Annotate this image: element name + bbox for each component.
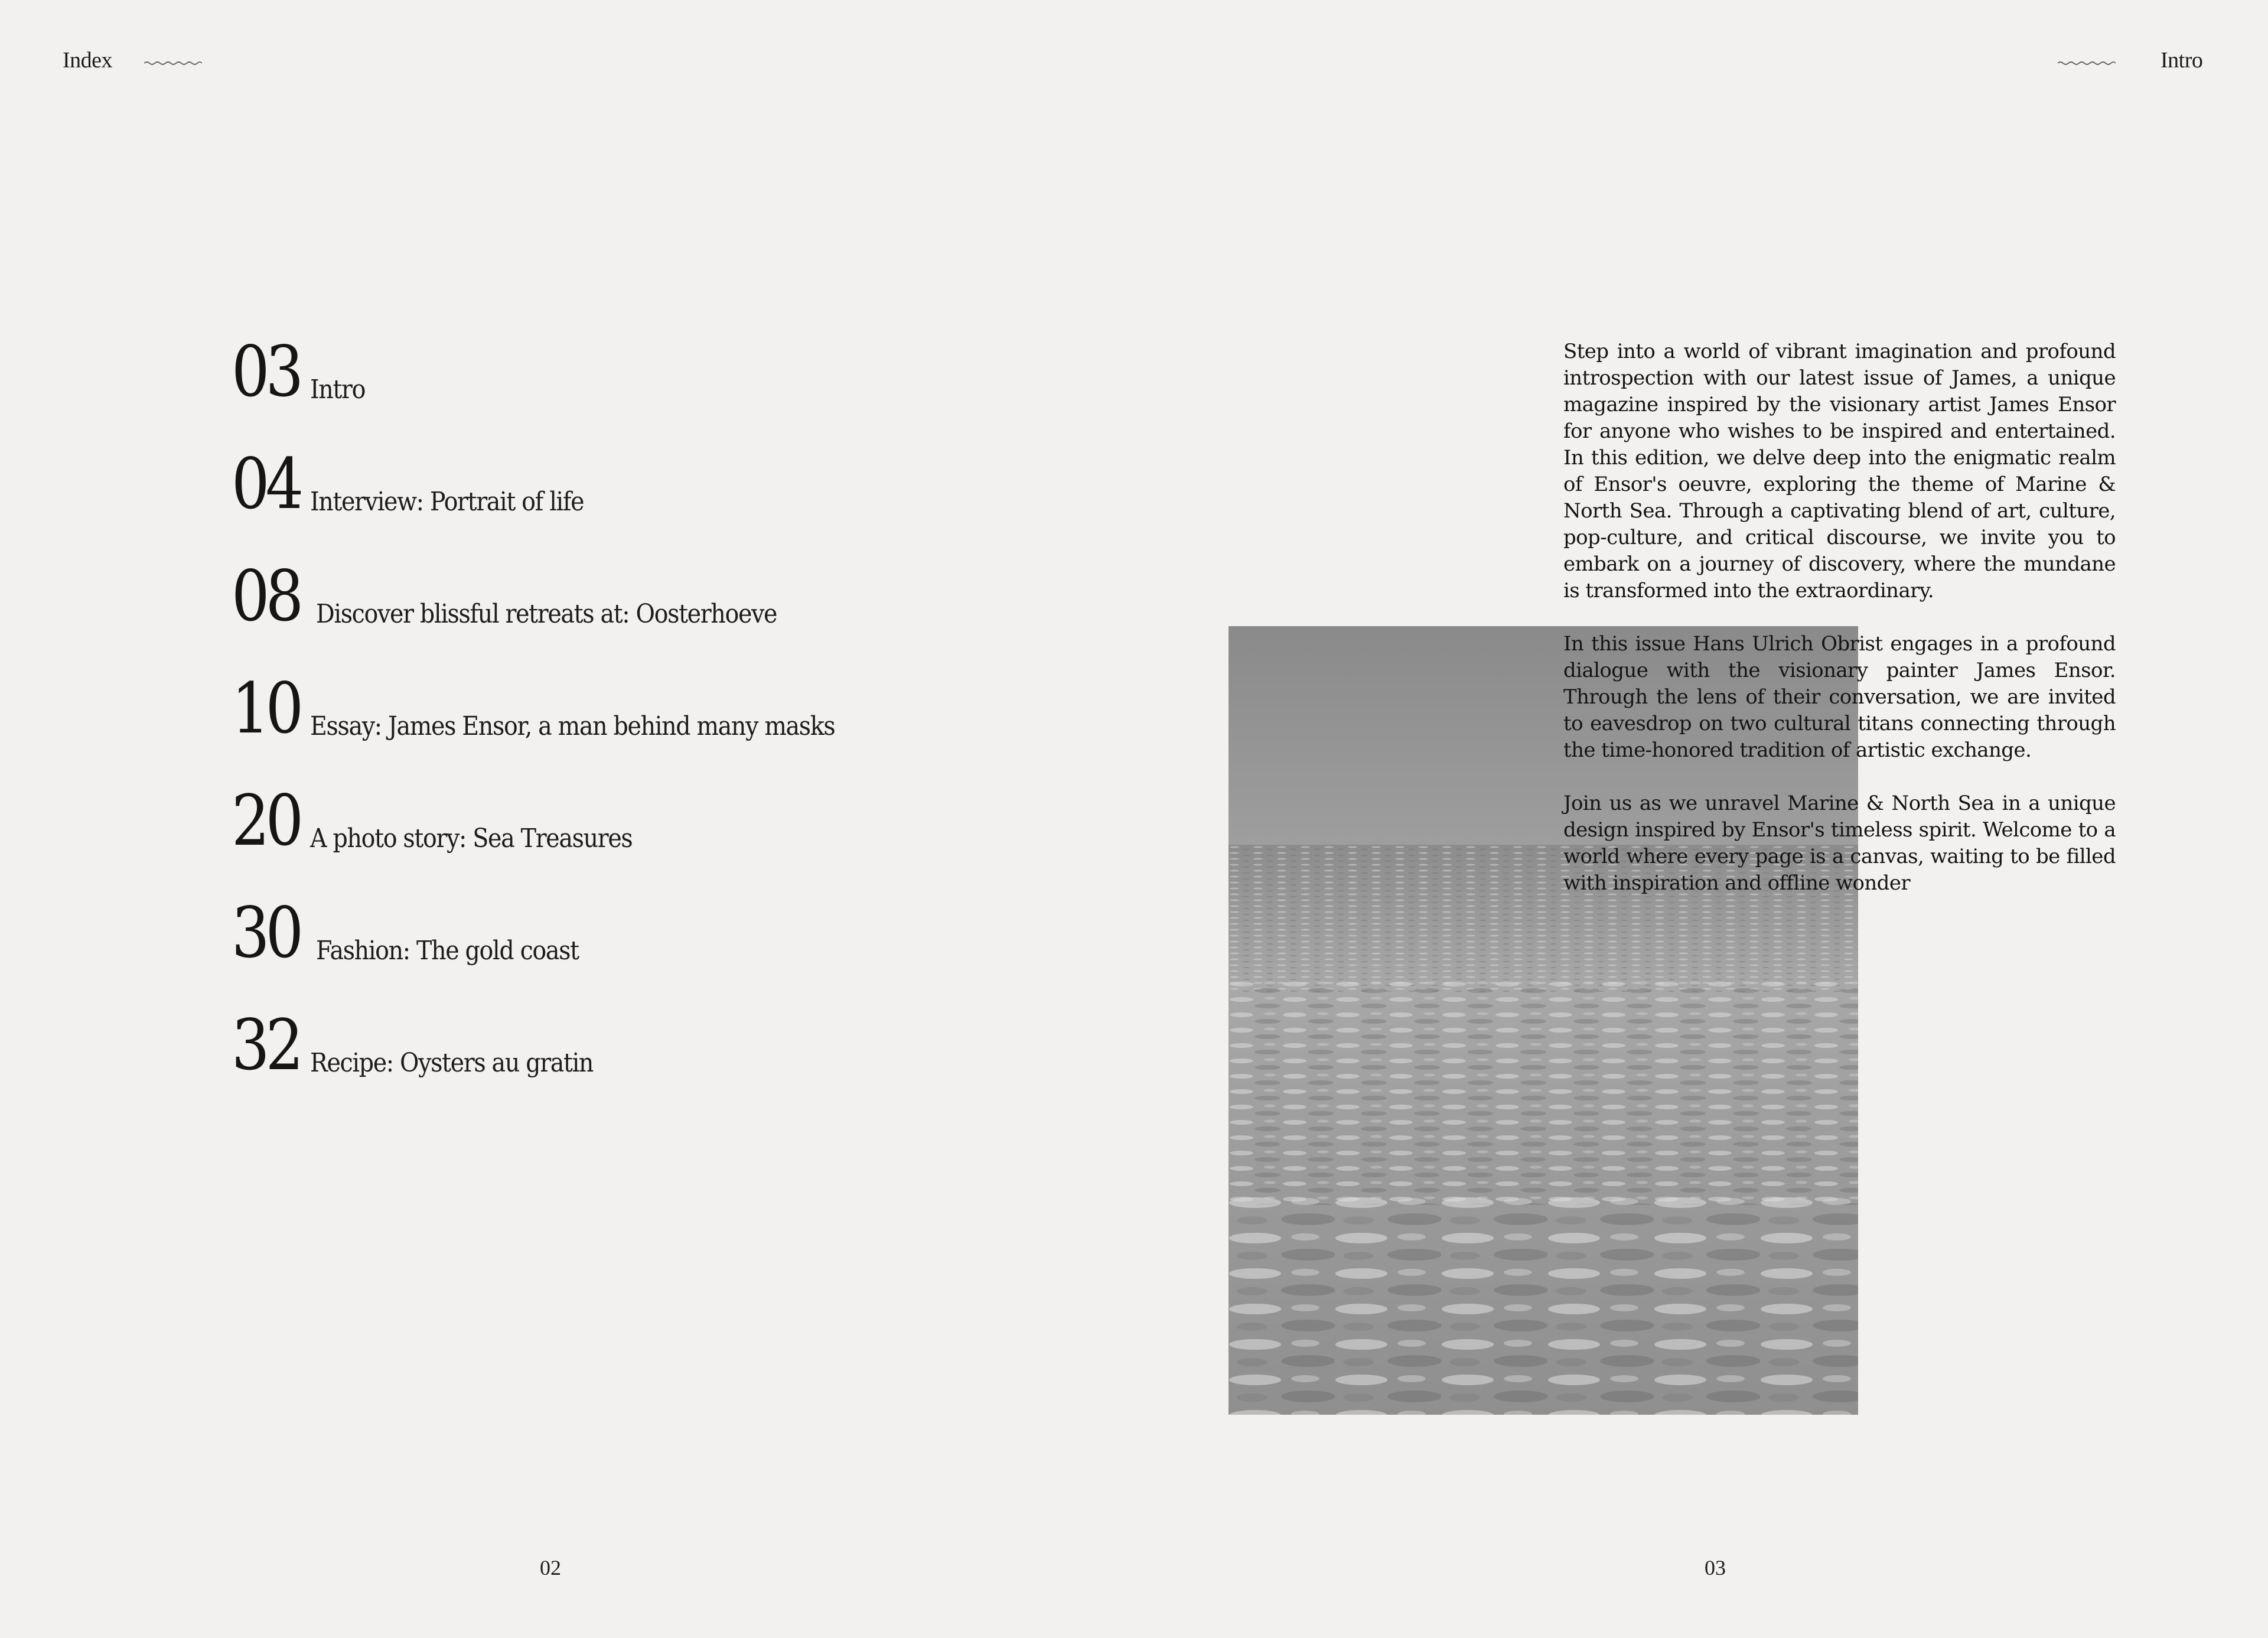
intro-paragraph: In this issue Hans Ulrich Obrist engages in a profound dialogue with the visionary painter James Ensor. Through the lens of their conversation, we are invited to eavesdrop on two cultural titans connecting through the time-honored tradition of artistic exchange. [1563,632,2116,762]
toc-title: Fashion: The gold coast [316,936,579,966]
toc-title: Recipe: Oysters au gratin [310,1048,594,1078]
right-page-number: 03 [1705,1556,1726,1580]
toc-page-number: 20 [232,780,300,861]
toc-title: Intro [310,375,366,405]
wave-ornament-icon [2058,57,2116,69]
toc-title: A photo story: Sea Treasures [310,823,633,854]
toc-page-number: 04 [232,443,300,525]
toc-page-number: 03 [232,331,300,412]
index-header-label: Index [63,48,113,73]
toc-page-number: 30 [232,892,300,973]
toc-title: Essay: James Ensor, a man behind many masks [310,711,835,741]
wave-ornament-icon [144,57,202,69]
toc-title: Interview: Portrait of life [310,487,584,517]
left-page-number: 02 [540,1556,561,1580]
intro-header-label: Intro [2161,48,2203,73]
toc-title: Discover blissful retreats at: Oosterhoeve [316,599,777,629]
toc-page-number: 08 [232,555,300,637]
toc-page-number: 10 [232,667,300,749]
intro-paragraph: Step into a world of vibrant imagination and profound introspection with our latest issue of James, a unique magazine inspired by the visionary artist James Ensor for anyone who wishes to be inspired and entertained. In this edition, we delve deep into the enigmatic realm of Ensor's oeuvre, exploring the theme of Marine & North Sea. Through a captivating blend of art, culture, pop-culture, and critical discourse, we invite you to embark on a journey of discovery, where the mundane is transformed into the extraordinary. [1563,340,2116,603]
intro-paragraph: Join us as we unravel Marine & North Sea in a unique design inspired by Ensor's timeless spirit. Welcome to a world where every page is a canvas, waiting to be filled with inspiration and offline wonder [1563,792,2116,895]
intro-body-text [1563,338,2116,923]
toc-page-number: 32 [232,1004,300,1086]
